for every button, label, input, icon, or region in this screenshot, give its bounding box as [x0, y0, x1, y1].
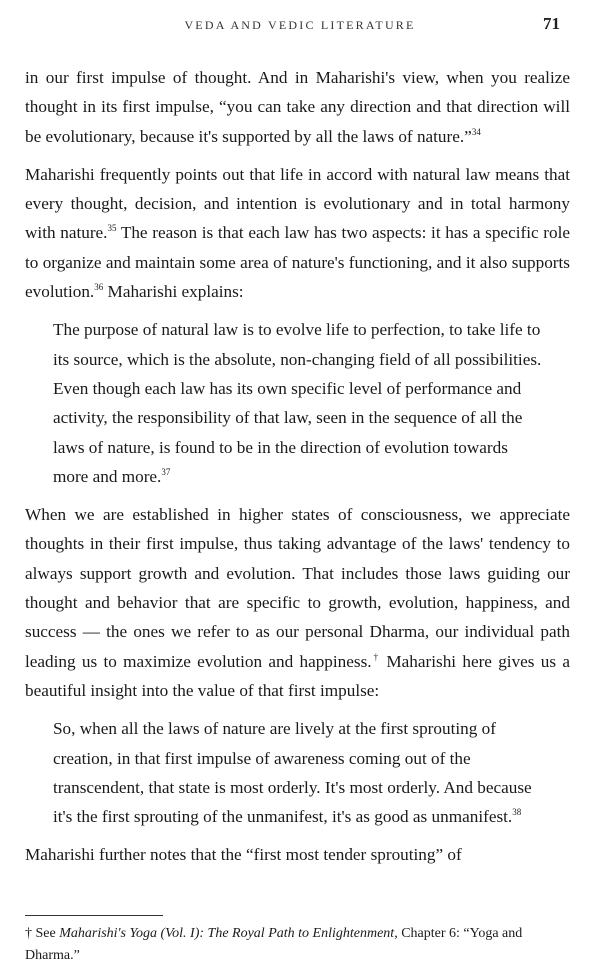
footnote: [25, 923, 570, 967]
block-quote-2: [53, 714, 543, 831]
paragraph-2-text-a: Maharishi frequently points out that life in accord with natural law means that every thought, decision, and intention is evolutionary and in total harmony with nature.: [25, 164, 570, 243]
paragraph-4: [25, 840, 570, 869]
endnote-ref-37: 37: [161, 466, 171, 477]
paragraph-1: [25, 63, 570, 151]
paragraph-2-text-c: Maharishi explains:: [103, 282, 244, 302]
block-quote-1-text: The purpose of natural law is to evolve life to perfection, to take life to its source, which is the absolute, non-changing field of all possibilities. Even though each law has its own specific level of performance and activity, the responsibility of that law, seen in the sequence of all the laws of nature, is found to be in the direction of evolution towards more and more.: [53, 320, 542, 486]
paragraph-3-text-a: When we are established in higher states of consciousness, we appreciate thoughts in their first impulse, thus taking advantage of the laws' tendency to always support growth and evolution. That includes those laws guiding our thought and behavior that are specific to growth, evolution, happiness, and success — the ones we refer to as our personal Dharma, our individual path leading us to maximize evolution and happiness.: [25, 505, 570, 671]
block-quote-2-text: So, when all the laws of nature are lively at the first sprouting of creation, in that first impulse of awareness coming out of the transcendent, that state is most orderly. It's most orderly. And because it's the first sprouting of the unmanifest, it's as good as unmanifest.: [53, 719, 532, 827]
footnote-book-title: Maharishi's Yoga (Vol. I): The Royal Path to Enlightenment: [59, 926, 395, 941]
paragraph-3-text-b: Maharishi here gives us a beautiful insight into the value of that first impulse:: [25, 651, 570, 700]
paragraph-2: [25, 160, 570, 306]
endnote-ref-38: 38: [512, 807, 522, 818]
paragraph-1-text: in our first impulse of thought. And in Maharishi's view, when you realize thought in its first impulse, “you can take any direction and that direction will be evolutionary, because it's supported by all the laws of nature.”: [25, 68, 570, 146]
block-quote-1: [53, 315, 543, 491]
footnote-suffix: , Chapter 6: “Yoga and Dharma.”: [25, 926, 523, 963]
endnote-ref-35: 35: [107, 223, 117, 234]
page-body: [25, 63, 570, 879]
paragraph-4-text: Maharishi further notes that the “first most tender sprouting” of: [25, 845, 462, 865]
paragraph-2-text-b: The reason is that each law has two aspects: it has a specific role to organize and maintain some area of nature's functioning, and it also supports evolution.: [25, 223, 570, 302]
footnote-ref-dagger: †: [371, 651, 381, 662]
paragraph-3: [25, 500, 570, 705]
page-number: 71: [543, 14, 560, 33]
footnote-marker: †: [25, 926, 32, 941]
footnote-rule: [25, 915, 163, 916]
page-header: [0, 14, 600, 38]
endnote-ref-34: 34: [471, 126, 481, 137]
endnote-ref-36: 36: [94, 282, 104, 293]
footnote-prefix: See: [32, 926, 60, 941]
running-head: VEDA AND VEDIC LITERATURE: [184, 18, 416, 32]
